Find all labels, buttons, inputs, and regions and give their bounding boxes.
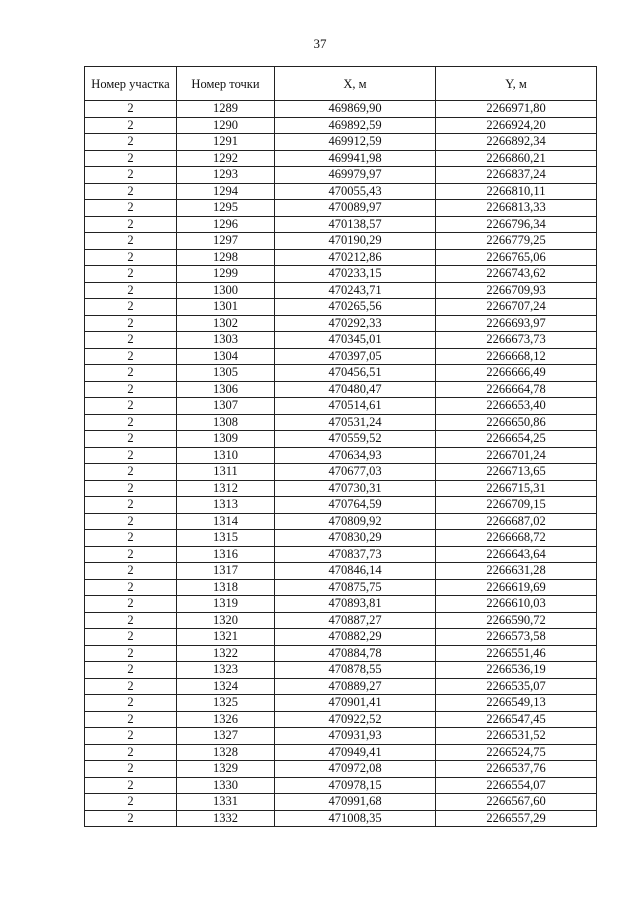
plot-number-cell: 2 [85, 381, 177, 398]
table-row [85, 546, 597, 563]
table-row [85, 167, 597, 184]
point-number-cell: 1299 [177, 266, 275, 283]
point-number-cell: 1293 [177, 167, 275, 184]
table-row [85, 447, 597, 464]
y-coordinate-cell: 2266707,24 [436, 299, 597, 316]
point-number-cell: 1298 [177, 249, 275, 266]
x-coordinate-cell: 470922,52 [275, 711, 436, 728]
x-coordinate-cell: 470212,86 [275, 249, 436, 266]
plot-number-cell: 2 [85, 728, 177, 745]
y-coordinate-cell: 2266715,31 [436, 480, 597, 497]
point-number-cell: 1300 [177, 282, 275, 299]
table-row [85, 645, 597, 662]
table-row [85, 315, 597, 332]
plot-number-cell: 2 [85, 579, 177, 596]
table-row [85, 728, 597, 745]
point-number-cell: 1294 [177, 183, 275, 200]
y-coordinate-cell: 2266547,45 [436, 711, 597, 728]
table-row [85, 398, 597, 415]
table-row [85, 596, 597, 613]
y-coordinate-cell: 2266860,21 [436, 150, 597, 167]
x-coordinate-cell: 470190,29 [275, 233, 436, 250]
y-coordinate-cell: 2266551,46 [436, 645, 597, 662]
point-number-cell: 1318 [177, 579, 275, 596]
x-coordinate-cell: 469941,98 [275, 150, 436, 167]
table-header [85, 67, 597, 101]
table-row [85, 233, 597, 250]
plot-number-cell: 2 [85, 101, 177, 118]
x-coordinate-cell: 469979,97 [275, 167, 436, 184]
table-row [85, 662, 597, 679]
plot-number-cell: 2 [85, 711, 177, 728]
table-row [85, 777, 597, 794]
plot-number-cell: 2 [85, 480, 177, 497]
plot-number-cell: 2 [85, 200, 177, 217]
point-number-cell: 1323 [177, 662, 275, 679]
plot-number-cell: 2 [85, 546, 177, 563]
point-number-cell: 1316 [177, 546, 275, 563]
y-coordinate-cell: 2266654,25 [436, 431, 597, 448]
plot-number-cell: 2 [85, 332, 177, 349]
y-coordinate-cell: 2266668,72 [436, 530, 597, 547]
x-coordinate-cell: 470243,71 [275, 282, 436, 299]
plot-number-cell: 2 [85, 167, 177, 184]
header-x-coordinate: X, м [275, 67, 436, 101]
point-number-cell: 1308 [177, 414, 275, 431]
y-coordinate-cell: 2266567,60 [436, 794, 597, 811]
x-coordinate-cell: 470634,93 [275, 447, 436, 464]
plot-number-cell: 2 [85, 233, 177, 250]
point-number-cell: 1289 [177, 101, 275, 118]
y-coordinate-cell: 2266765,06 [436, 249, 597, 266]
point-number-cell: 1307 [177, 398, 275, 415]
table-body [85, 101, 597, 827]
table-row [85, 695, 597, 712]
y-coordinate-cell: 2266554,07 [436, 777, 597, 794]
point-number-cell: 1326 [177, 711, 275, 728]
table-row [85, 711, 597, 728]
plot-number-cell: 2 [85, 744, 177, 761]
x-coordinate-cell: 470055,43 [275, 183, 436, 200]
plot-number-cell: 2 [85, 398, 177, 415]
plot-number-cell: 2 [85, 794, 177, 811]
plot-number-cell: 2 [85, 365, 177, 382]
table-row [85, 744, 597, 761]
table-row [85, 513, 597, 530]
point-number-cell: 1291 [177, 134, 275, 151]
point-number-cell: 1324 [177, 678, 275, 695]
point-number-cell: 1319 [177, 596, 275, 613]
table-row [85, 282, 597, 299]
point-number-cell: 1295 [177, 200, 275, 217]
x-coordinate-cell: 470972,08 [275, 761, 436, 778]
table-row [85, 365, 597, 382]
y-coordinate-cell: 2266709,93 [436, 282, 597, 299]
y-coordinate-cell: 2266813,33 [436, 200, 597, 217]
table-row [85, 761, 597, 778]
y-coordinate-cell: 2266619,69 [436, 579, 597, 596]
point-number-cell: 1328 [177, 744, 275, 761]
table-row [85, 299, 597, 316]
point-number-cell: 1311 [177, 464, 275, 481]
plot-number-cell: 2 [85, 282, 177, 299]
point-number-cell: 1304 [177, 348, 275, 365]
point-number-cell: 1310 [177, 447, 275, 464]
point-number-cell: 1325 [177, 695, 275, 712]
x-coordinate-cell: 470480,47 [275, 381, 436, 398]
point-number-cell: 1303 [177, 332, 275, 349]
x-coordinate-cell: 470978,15 [275, 777, 436, 794]
x-coordinate-cell: 470292,33 [275, 315, 436, 332]
plot-number-cell: 2 [85, 513, 177, 530]
x-coordinate-cell: 470345,01 [275, 332, 436, 349]
x-coordinate-cell: 470730,31 [275, 480, 436, 497]
x-coordinate-cell: 470089,97 [275, 200, 436, 217]
point-number-cell: 1315 [177, 530, 275, 547]
y-coordinate-cell: 2266924,20 [436, 117, 597, 134]
x-coordinate-cell: 469892,59 [275, 117, 436, 134]
table-row [85, 629, 597, 646]
table-row [85, 101, 597, 118]
plot-number-cell: 2 [85, 530, 177, 547]
y-coordinate-cell: 2266713,65 [436, 464, 597, 481]
y-coordinate-cell: 2266709,15 [436, 497, 597, 514]
header-plot-number: Номер участка [85, 67, 177, 101]
table-row [85, 794, 597, 811]
plot-number-cell: 2 [85, 315, 177, 332]
header-point-number: Номер точки [177, 67, 275, 101]
x-coordinate-cell: 470893,81 [275, 596, 436, 613]
plot-number-cell: 2 [85, 414, 177, 431]
point-number-cell: 1312 [177, 480, 275, 497]
x-coordinate-cell: 470949,41 [275, 744, 436, 761]
x-coordinate-cell: 470882,29 [275, 629, 436, 646]
x-coordinate-cell: 470531,24 [275, 414, 436, 431]
table-row [85, 530, 597, 547]
y-coordinate-cell: 2266549,13 [436, 695, 597, 712]
point-number-cell: 1327 [177, 728, 275, 745]
plot-number-cell: 2 [85, 761, 177, 778]
y-coordinate-cell: 2266837,24 [436, 167, 597, 184]
plot-number-cell: 2 [85, 348, 177, 365]
x-coordinate-cell: 470846,14 [275, 563, 436, 580]
table-row [85, 183, 597, 200]
plot-number-cell: 2 [85, 662, 177, 679]
point-number-cell: 1313 [177, 497, 275, 514]
point-number-cell: 1297 [177, 233, 275, 250]
x-coordinate-cell: 470991,68 [275, 794, 436, 811]
y-coordinate-cell: 2266779,25 [436, 233, 597, 250]
x-coordinate-cell: 469912,59 [275, 134, 436, 151]
table-row [85, 579, 597, 596]
plot-number-cell: 2 [85, 447, 177, 464]
x-coordinate-cell: 470837,73 [275, 546, 436, 563]
y-coordinate-cell: 2266810,11 [436, 183, 597, 200]
x-coordinate-cell: 471008,35 [275, 810, 436, 827]
plot-number-cell: 2 [85, 431, 177, 448]
table-row [85, 117, 597, 134]
point-number-cell: 1317 [177, 563, 275, 580]
table-row [85, 381, 597, 398]
table-row [85, 200, 597, 217]
table-row [85, 563, 597, 580]
table-row [85, 464, 597, 481]
point-number-cell: 1292 [177, 150, 275, 167]
header-y-coordinate: Y, м [436, 67, 597, 101]
plot-number-cell: 2 [85, 695, 177, 712]
plot-number-cell: 2 [85, 183, 177, 200]
y-coordinate-cell: 2266668,12 [436, 348, 597, 365]
y-coordinate-cell: 2266535,07 [436, 678, 597, 695]
plot-number-cell: 2 [85, 464, 177, 481]
x-coordinate-cell: 470809,92 [275, 513, 436, 530]
y-coordinate-cell: 2266631,28 [436, 563, 597, 580]
y-coordinate-cell: 2266796,34 [436, 216, 597, 233]
point-number-cell: 1290 [177, 117, 275, 134]
x-coordinate-cell: 470677,03 [275, 464, 436, 481]
y-coordinate-cell: 2266524,75 [436, 744, 597, 761]
x-coordinate-cell: 470878,55 [275, 662, 436, 679]
y-coordinate-cell: 2266573,58 [436, 629, 597, 646]
point-number-cell: 1322 [177, 645, 275, 662]
table-row [85, 150, 597, 167]
y-coordinate-cell: 2266590,72 [436, 612, 597, 629]
point-number-cell: 1301 [177, 299, 275, 316]
y-coordinate-cell: 2266610,03 [436, 596, 597, 613]
y-coordinate-cell: 2266643,64 [436, 546, 597, 563]
y-coordinate-cell: 2266673,73 [436, 332, 597, 349]
y-coordinate-cell: 2266537,76 [436, 761, 597, 778]
point-number-cell: 1331 [177, 794, 275, 811]
table-row [85, 480, 597, 497]
x-coordinate-cell: 470901,41 [275, 695, 436, 712]
plot-number-cell: 2 [85, 497, 177, 514]
plot-number-cell: 2 [85, 216, 177, 233]
y-coordinate-cell: 2266971,80 [436, 101, 597, 118]
table-row [85, 810, 597, 827]
x-coordinate-cell: 470887,27 [275, 612, 436, 629]
point-number-cell: 1321 [177, 629, 275, 646]
x-coordinate-cell: 469869,90 [275, 101, 436, 118]
y-coordinate-cell: 2266687,02 [436, 513, 597, 530]
point-number-cell: 1302 [177, 315, 275, 332]
table-row [85, 216, 597, 233]
point-number-cell: 1330 [177, 777, 275, 794]
plot-number-cell: 2 [85, 299, 177, 316]
point-number-cell: 1305 [177, 365, 275, 382]
point-number-cell: 1306 [177, 381, 275, 398]
point-number-cell: 1329 [177, 761, 275, 778]
y-coordinate-cell: 2266650,86 [436, 414, 597, 431]
table-row [85, 612, 597, 629]
y-coordinate-cell: 2266743,62 [436, 266, 597, 283]
table-row [85, 266, 597, 283]
x-coordinate-cell: 470233,15 [275, 266, 436, 283]
table-row [85, 431, 597, 448]
y-coordinate-cell: 2266666,49 [436, 365, 597, 382]
y-coordinate-cell: 2266536,19 [436, 662, 597, 679]
plot-number-cell: 2 [85, 596, 177, 613]
y-coordinate-cell: 2266701,24 [436, 447, 597, 464]
point-number-cell: 1332 [177, 810, 275, 827]
x-coordinate-cell: 470875,75 [275, 579, 436, 596]
x-coordinate-cell: 470830,29 [275, 530, 436, 547]
plot-number-cell: 2 [85, 150, 177, 167]
y-coordinate-cell: 2266892,34 [436, 134, 597, 151]
table-row [85, 348, 597, 365]
table-row [85, 249, 597, 266]
point-number-cell: 1320 [177, 612, 275, 629]
plot-number-cell: 2 [85, 777, 177, 794]
page-number: 37 [313, 36, 327, 51]
x-coordinate-cell: 470456,51 [275, 365, 436, 382]
plot-number-cell: 2 [85, 117, 177, 134]
table-row [85, 497, 597, 514]
point-number-cell: 1314 [177, 513, 275, 530]
x-coordinate-cell: 470397,05 [275, 348, 436, 365]
point-number-cell: 1309 [177, 431, 275, 448]
y-coordinate-cell: 2266664,78 [436, 381, 597, 398]
y-coordinate-cell: 2266557,29 [436, 810, 597, 827]
table-row [85, 134, 597, 151]
y-coordinate-cell: 2266531,52 [436, 728, 597, 745]
plot-number-cell: 2 [85, 134, 177, 151]
plot-number-cell: 2 [85, 645, 177, 662]
y-coordinate-cell: 2266693,97 [436, 315, 597, 332]
plot-number-cell: 2 [85, 810, 177, 827]
plot-number-cell: 2 [85, 629, 177, 646]
plot-number-cell: 2 [85, 266, 177, 283]
table-row [85, 332, 597, 349]
x-coordinate-cell: 470514,61 [275, 398, 436, 415]
x-coordinate-cell: 470884,78 [275, 645, 436, 662]
plot-number-cell: 2 [85, 249, 177, 266]
table-row [85, 678, 597, 695]
x-coordinate-cell: 470764,59 [275, 497, 436, 514]
plot-number-cell: 2 [85, 678, 177, 695]
header-row [85, 67, 597, 101]
x-coordinate-cell: 470138,57 [275, 216, 436, 233]
plot-number-cell: 2 [85, 612, 177, 629]
point-number-cell: 1296 [177, 216, 275, 233]
x-coordinate-cell: 470559,52 [275, 431, 436, 448]
x-coordinate-cell: 470889,27 [275, 678, 436, 695]
x-coordinate-cell: 470265,56 [275, 299, 436, 316]
x-coordinate-cell: 470931,93 [275, 728, 436, 745]
table-row [85, 414, 597, 431]
coordinates-table [84, 66, 597, 827]
plot-number-cell: 2 [85, 563, 177, 580]
y-coordinate-cell: 2266653,40 [436, 398, 597, 415]
